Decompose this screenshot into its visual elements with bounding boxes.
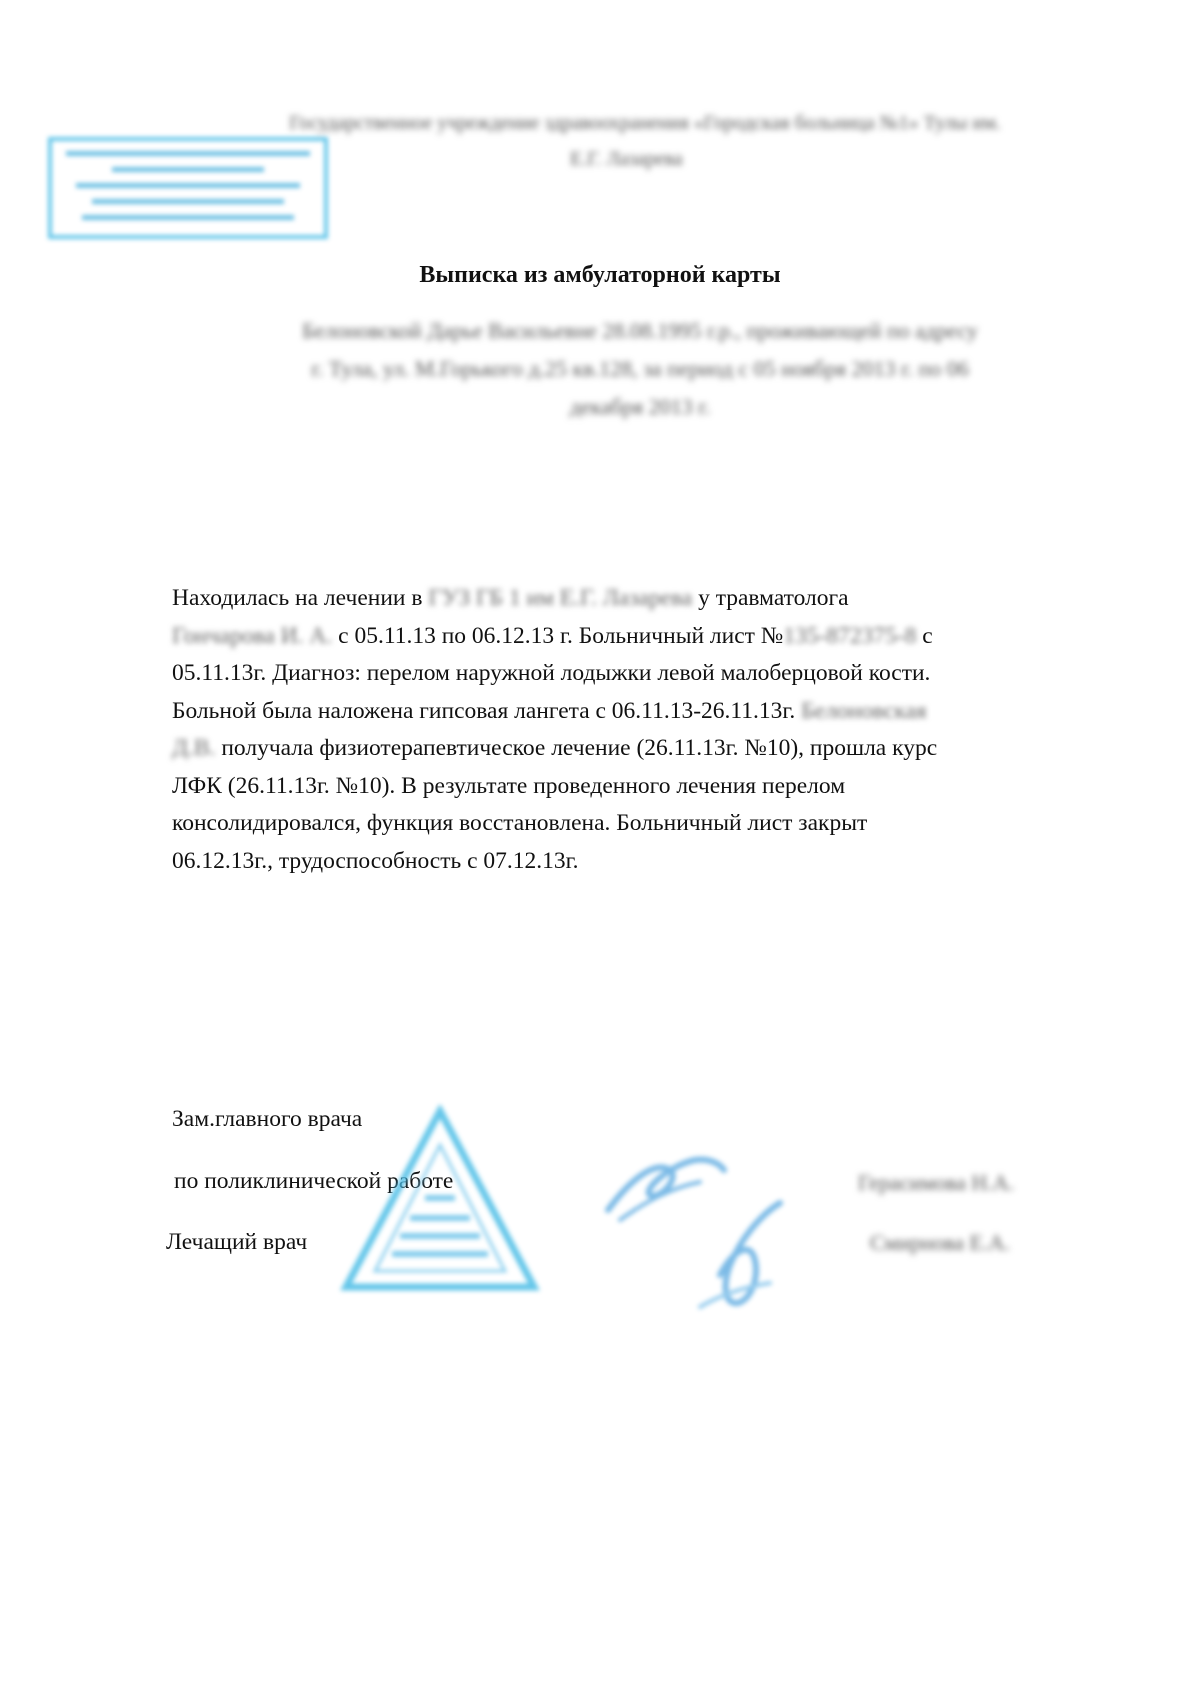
organization-name-line-1: Государственное учреждение здравоохранения «Городская больница №1» Тулы им. <box>289 112 1001 134</box>
body-text: Больной была наложена гипсовая лангета с 06.11.13-26.11.13г. <box>172 697 796 724</box>
attending-doctor-name: Смирнова Е.А. <box>870 1230 1010 1255</box>
body-text: 05.11.13г. Диагноз: перелом наружной лодыжки левой малоберцовой кости. <box>172 660 931 686</box>
body-text: Находилась на лечении в <box>172 585 423 611</box>
body-text: консолидировался, функция восстановлена. Больничный лист закрыт <box>172 810 868 836</box>
body-text: у травматолога <box>692 585 849 611</box>
body-text: получала физиотерапевтическое лечение (26.11.13г. №10), прошла курс <box>215 735 938 761</box>
redacted-hospital-name: ГУЗ ГБ 1 им Е.Г. Лазарева <box>428 585 693 611</box>
redacted-patient-initials: Д.В. <box>172 735 216 761</box>
redacted-sick-leave-number: 135-872375-8 <box>783 622 917 649</box>
body-text: с 05.11.13 по 06.12.13 г. Больничный лист № <box>332 622 784 649</box>
document-title: Выписка из амбулаторной карты <box>419 262 781 288</box>
deputy-chief-name: Герасимова Н.А. <box>858 1170 1015 1195</box>
redacted-doctor-name: Гончарова И. А. <box>172 622 333 649</box>
patient-info-line-3: декабря 2013 г. <box>569 394 711 419</box>
triangle-stamp <box>340 1105 540 1295</box>
body-text: ЛФК (26.11.13г. №10). В результате проведенного лечения перелом <box>172 772 846 799</box>
doctor-signature <box>690 1195 800 1315</box>
body-text: с <box>916 622 933 649</box>
body-text: 06.12.13г., трудоспособность с 07.12.13г. <box>172 847 579 874</box>
treatment-summary <box>172 580 1112 880</box>
attending-doctor-label: Лечащий врач <box>166 1229 308 1255</box>
deputy-chief-label: Зам.главного врача <box>172 1106 363 1132</box>
organization-stamp <box>48 137 328 239</box>
patient-info-line-2: г. Тула, ул. М.Горького д.25 кв.128, за период с 05 ноября 2013 г. по 06 <box>311 356 969 381</box>
patient-info-line-1: Белоновской Дарье Васильевне 28.08.1995 г.р., проживающей по адресу <box>302 318 978 343</box>
organization-name-line-2: Е.Г. Лазарева <box>570 148 683 170</box>
redacted-patient-surname: Белоновская <box>801 697 927 724</box>
polyclinic-work-label: по поликлинической работе <box>174 1168 454 1194</box>
